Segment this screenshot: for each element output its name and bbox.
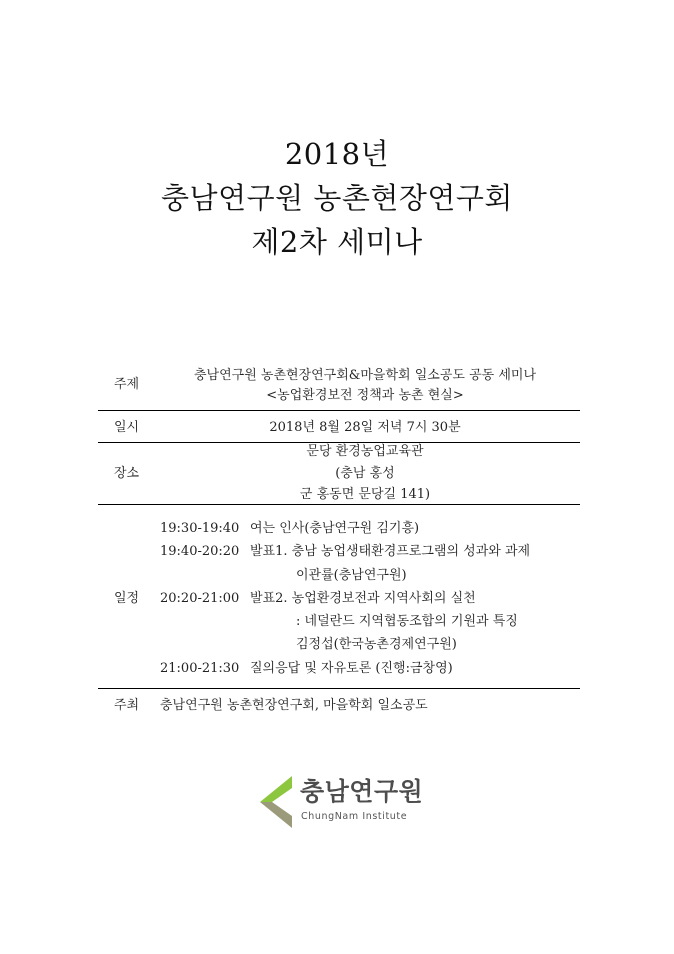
host-value: 충남연구원 농촌현장연구회, 마을학회 일소공도 [160, 698, 428, 713]
theme-line-2: <농업환경보전 정책과 농촌 현실> [266, 388, 464, 403]
venue-label: 장소 [114, 466, 140, 481]
logo-korean-name: 충남연구원 [300, 777, 424, 806]
schedule-time: 21:00-21:30 [160, 661, 240, 676]
schedule-text: 여는 인사(충남연구원 김기흥) [250, 521, 420, 536]
divider [98, 688, 580, 689]
schedule-sub: 이관률(충남연구원) [296, 568, 407, 583]
divider [98, 410, 580, 411]
venue-line-2: (충남 홍성 [335, 466, 395, 481]
divider [98, 442, 580, 443]
schedule-time: 19:40-20:20 [160, 544, 240, 559]
schedule-sub: 김정섭(한국농촌경제연구원) [296, 637, 457, 652]
schedule-text: 발표2. 농업환경보전과 지역사회의 실천 [250, 591, 476, 606]
schedule-time: 20:20-21:00 [160, 591, 240, 606]
title-organization: 충남연구원 농촌현장연구회 [161, 181, 513, 215]
datetime-value: 2018년 8월 28일 저녁 7시 30분 [269, 420, 461, 435]
schedule-sub: : 네덜란드 지역협동조합의 기원과 특징 [296, 614, 518, 629]
schedule-text: 질의응답 및 자유토론 (진행:금창영) [250, 661, 453, 676]
schedule-label: 일정 [114, 591, 140, 606]
venue-line-3: 군 홍동면 문당길 141) [299, 487, 431, 502]
host-label: 주최 [114, 698, 140, 713]
logo-english-name: ChungNam Institute [301, 811, 408, 822]
divider [98, 504, 580, 505]
schedule-text: 발표1. 충남 농업생태환경프로그램의 성과와 과제 [250, 544, 531, 559]
datetime-label: 일시 [114, 420, 140, 435]
theme-line-1: 충남연구원 농촌현장연구회&마을학회 일소공도 공동 세미나 [193, 368, 537, 383]
theme-label: 주제 [114, 377, 140, 392]
title-year: 2018년 [284, 137, 390, 171]
schedule-time: 19:30-19:40 [160, 521, 240, 536]
chevron-logo-icon [258, 774, 298, 830]
venue-line-1: 문당 환경농업교육관 [306, 444, 424, 459]
title-seminar: 제2차 세미나 [251, 225, 423, 259]
chungnam-institute-logo [258, 774, 428, 830]
